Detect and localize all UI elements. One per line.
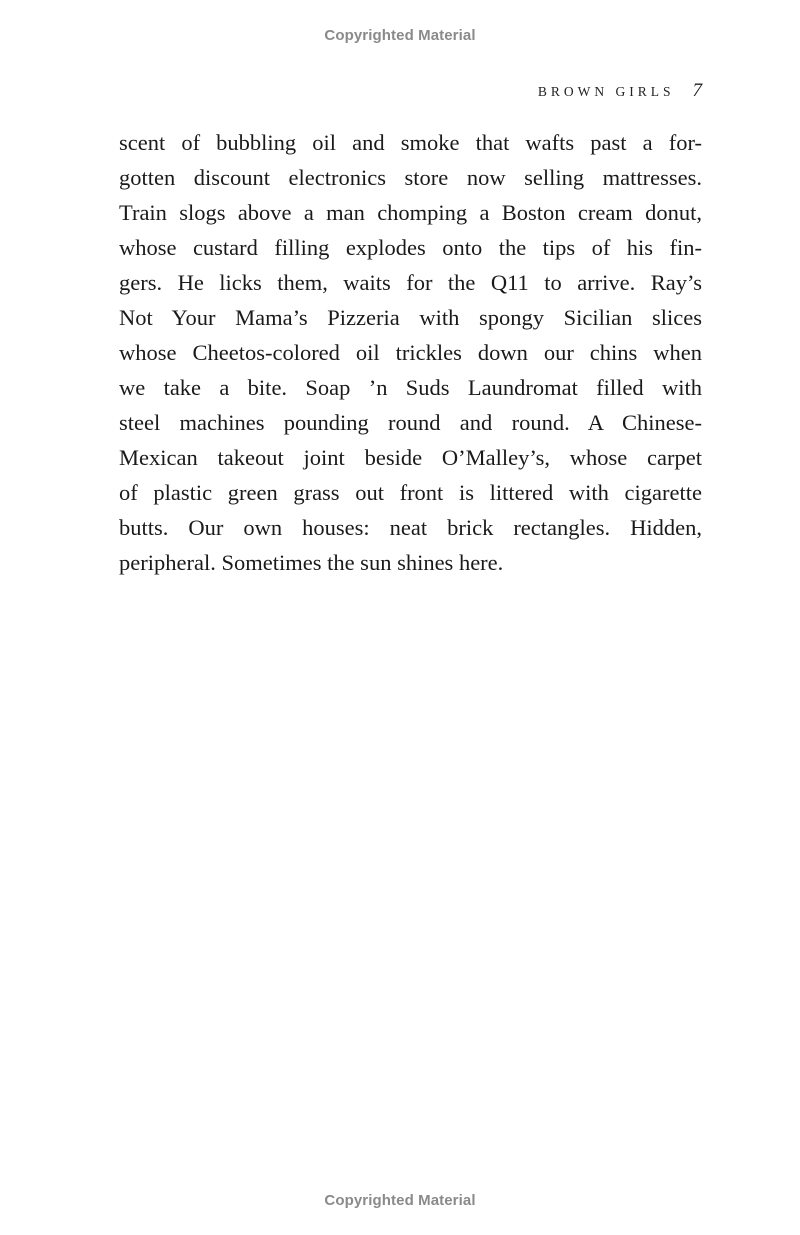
body-paragraph [119,125,702,580]
text-line: gers. He licks them, waits for the Q11 to arrive. Ray’s [119,270,702,295]
copyright-watermark-bottom: Copyrighted Material [324,1192,476,1209]
text-line: Mexican takeout joint beside O’Malley’s, whose carpet [119,445,702,470]
copyright-watermark-top: Copyrighted Material [324,27,476,44]
text-line: of plastic green grass out front is littered with cigarette [119,480,702,505]
page-number: 7 [692,80,702,101]
running-head [538,80,702,102]
text-line: Not Your Mama’s Pizzeria with spongy Sicilian slices [119,305,702,330]
text-line: peripheral. Sometimes the sun shines here. [119,550,504,575]
text-line: we take a bite. Soap ’n Suds Laundromat filled with [119,375,702,400]
text-line: Train slogs above a man chomping a Boston cream donut, [119,200,702,225]
text-line: steel machines pounding round and round. A Chinese- [119,410,702,435]
text-line: gotten discount electronics store now selling mattresses. [119,165,702,190]
running-head-title: BROWN GIRLS [537,84,675,99]
text-line: whose custard filling explodes onto the tips of his fin- [119,235,702,260]
text-line: scent of bubbling oil and smoke that wafts past a for- [119,130,702,155]
text-line: butts. Our own houses: neat brick rectangles. Hidden, [119,515,702,540]
text-line: whose Cheetos-colored oil trickles down our chins when [119,340,702,365]
